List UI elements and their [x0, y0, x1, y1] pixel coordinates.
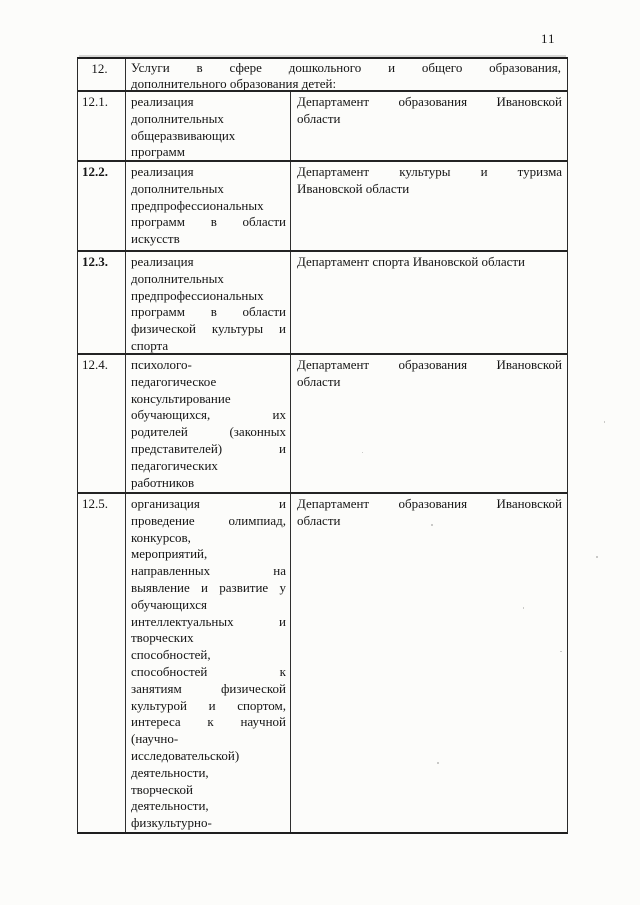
- text-line: интеллектуальных и: [131, 613, 286, 629]
- scan-speckle: [431, 524, 433, 526]
- text-line: дополнительных: [131, 110, 224, 126]
- text-line: представителей) и: [131, 440, 286, 456]
- table-row: [78, 92, 567, 162]
- text-line: Департамент культуры и туризма: [297, 164, 562, 179]
- text-line: дополнительного образования детей:: [131, 76, 337, 90]
- text-line: конкурсов,: [131, 529, 191, 545]
- row-number-cell: 12.3.: [78, 252, 126, 353]
- text-line: предпрофессиональных: [131, 287, 264, 303]
- row-number-cell: 12.4.: [78, 355, 126, 492]
- text-line: мероприятий,: [131, 546, 208, 562]
- text-line: способностей к: [131, 663, 286, 679]
- text-line: способностей,: [131, 647, 211, 663]
- scan-speckle: [604, 421, 605, 423]
- text-line: консультирование: [131, 390, 231, 406]
- text-line: физической культуры и: [131, 321, 286, 337]
- text-line: общеразвивающих: [131, 127, 236, 143]
- text-line: реализация: [131, 94, 194, 109]
- department-cell: [291, 252, 567, 353]
- text-line: реализация: [131, 254, 194, 269]
- text-line: занятиям физической: [131, 680, 286, 696]
- text-line: деятельности,: [131, 764, 209, 780]
- scan-speckle: [560, 651, 562, 652]
- text-line: Услуги в сфере дошкольного и общего образования,: [131, 60, 561, 75]
- service-cell: [126, 355, 291, 492]
- text-line: культурой и спортом,: [131, 697, 286, 713]
- table-row: [78, 252, 567, 355]
- text-line: Ивановской области: [297, 180, 410, 196]
- text-line: Департамент спорта Ивановской области: [297, 254, 525, 269]
- text-line: искусств: [131, 231, 180, 247]
- table-row: [78, 59, 567, 92]
- text-line: выявление и развитие у: [131, 579, 286, 595]
- text-line: обучающихся, их: [131, 407, 286, 423]
- text-line: интереса к научной: [131, 714, 286, 730]
- text-line: (научно-: [131, 731, 179, 747]
- document-table: [77, 57, 568, 834]
- text-line: области: [297, 373, 341, 389]
- service-cell: [126, 162, 291, 250]
- text-line: Департамент образования Ивановской: [297, 496, 562, 511]
- text-line: родителей (законных: [131, 424, 286, 440]
- service-cell: [126, 252, 291, 353]
- section-header-cell: [126, 59, 567, 90]
- text-line: предпрофессиональных: [131, 197, 264, 213]
- text-line: реализация: [131, 164, 194, 179]
- text-line: деятельности,: [131, 798, 209, 814]
- text-line: творческих: [131, 630, 194, 646]
- text-line: области: [297, 512, 341, 528]
- row-number-cell: 12.: [78, 59, 126, 90]
- department-cell: [291, 162, 567, 250]
- scan-speckle: [596, 556, 598, 558]
- row-number-cell: 12.2.: [78, 162, 126, 250]
- page-number: 11: [541, 31, 556, 46]
- service-cell: [126, 92, 291, 160]
- table-row: [78, 355, 567, 494]
- text-line: дополнительных: [131, 270, 224, 286]
- text-line: творческой: [131, 781, 193, 797]
- text-line: программ: [131, 144, 186, 160]
- scan-speckle: [523, 607, 524, 609]
- text-line: программ в области: [131, 304, 286, 320]
- department-cell: [291, 92, 567, 160]
- table-row: [78, 162, 567, 252]
- text-line: спорта: [131, 337, 169, 353]
- table-row: [78, 494, 567, 832]
- row-number-cell: 12.1.: [78, 92, 126, 160]
- text-line: направленных на: [131, 563, 286, 579]
- row-number-cell: 12.5.: [78, 494, 126, 832]
- text-line: области: [297, 110, 341, 126]
- department-cell: [291, 494, 567, 832]
- text-line: психолого-: [131, 357, 192, 372]
- service-cell: [126, 494, 291, 832]
- department-cell: [291, 355, 567, 492]
- text-line: дополнительных: [131, 180, 224, 196]
- text-line: исследовательской): [131, 747, 240, 763]
- text-line: Департамент образования Ивановской: [297, 357, 562, 372]
- text-line: обучающихся: [131, 596, 207, 612]
- scan-speckle: [437, 762, 439, 764]
- text-line: программ в области: [131, 214, 286, 230]
- text-line: Департамент образования Ивановской: [297, 94, 562, 109]
- text-line: педагогическое: [131, 373, 217, 389]
- text-line: физкультурно-: [131, 815, 212, 831]
- text-line: работников: [131, 474, 195, 490]
- text-line: проведение олимпиад,: [131, 512, 286, 528]
- text-line: педагогических: [131, 457, 218, 473]
- text-line: организация и: [131, 496, 286, 511]
- scan-speckle: [362, 452, 363, 453]
